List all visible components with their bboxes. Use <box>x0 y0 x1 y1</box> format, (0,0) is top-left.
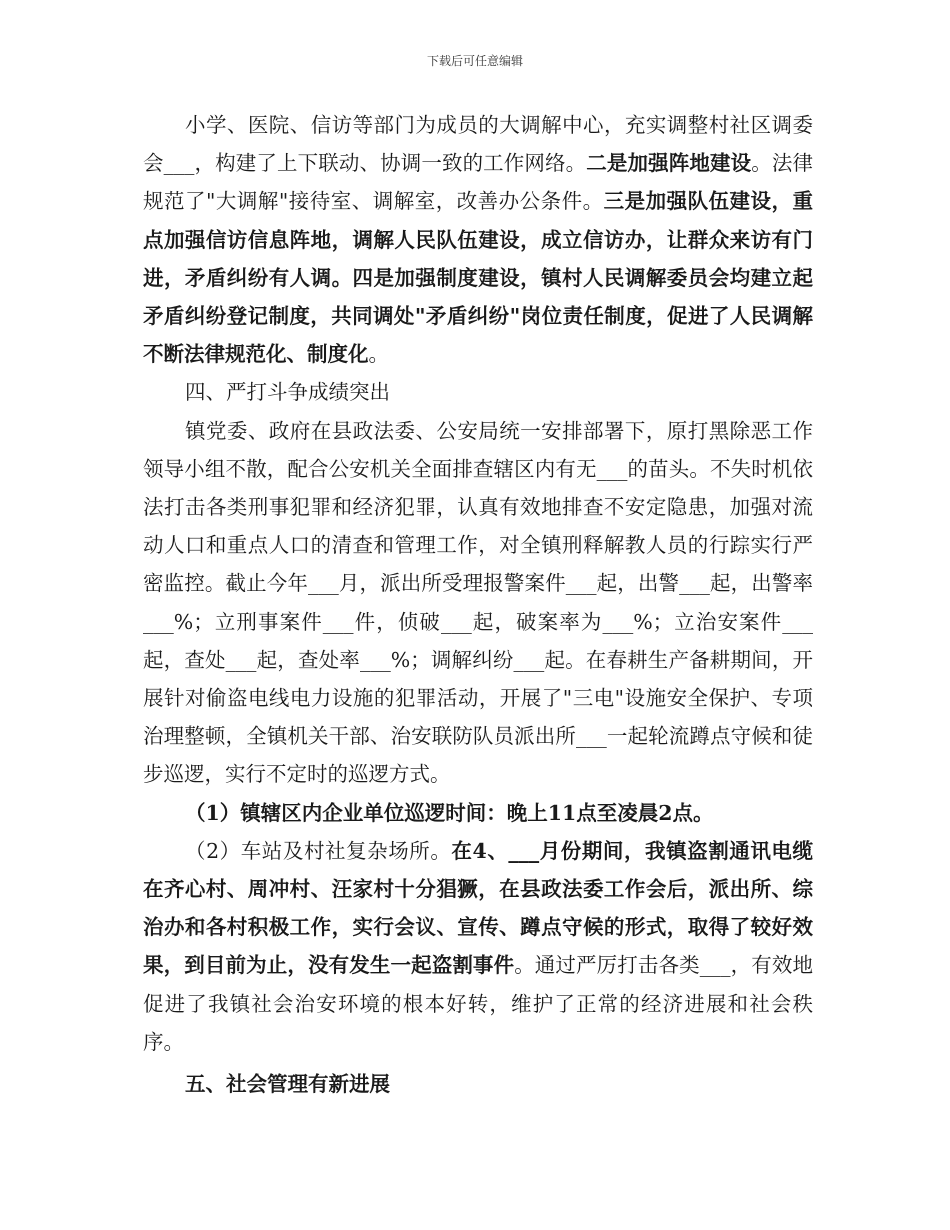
text-run: 小学、医院、信访等部门为成员的大调解中心，充实调整村社区调委会___，构建了上下联动、协调一致的工作网络。 <box>143 113 813 176</box>
text-run-bold: 二是加强阵地建设 <box>586 151 752 176</box>
paragraph-mediation <box>143 106 813 373</box>
text-run-bold: 在4、___月份期间，我镇盗割通讯电缆在齐心村、周冲村、汪家村十分猖獗，在县政法委工作会后，派出所、综治办和各村积极工作，实行会议、宣传、蹲点守候的形式，取得了较好效果，到目前为止，没有发生一起盗割事件 <box>143 838 814 978</box>
text-run-bold: 三是加强队伍建设，重点加强信访信息阵地，调解人民队伍建设，成立信访办，让群众来访有门进，矛盾纠纷有人调。四是加强制度建设，镇村人民调解委员会均建立起矛盾纠纷登记制度，共同调处"矛盾纠纷"岗位责任制度，促进了人民调解不断法律规范化、制度化 <box>143 189 814 367</box>
text-run: 。法律规范了"大调解"接待室、调解室，改善办公条件。 <box>143 151 814 214</box>
paragraph-station-sites <box>143 832 813 1061</box>
text-run: 。 <box>368 342 389 367</box>
section-heading-5: 五、社会管理有新进展 <box>185 1072 390 1097</box>
text-run: 。通过严厉打击各类___，有效地促进了我镇社会治安环境的根本好转，维护了正常的经济进展和社会秩序。 <box>143 953 814 1054</box>
paragraph-patrol-time: （1）镇辖区内企业单位巡逻时间：晚上11点至凌晨2点。 <box>185 800 714 825</box>
section-heading-4: 四、严打斗争成绩突出 <box>185 380 390 405</box>
text-run: （2）车站及村社复杂场所。 <box>185 838 452 863</box>
paragraph-crackdown: 镇党委、政府在县政法委、公安局统一安排部署下，原打黑除恶工作领导小组不散，配合公安机关全面排查辖区内有无___的苗头。不失时机依法打击各类刑事犯罪和经济犯罪，认真有效地排查不安定隐患，加强对流动人口和重点人口的清查和管理工作，对全镇刑释解教人员的行踪实行严密监控。截止今年___月，派出所受理报警案件___起，出警___起，出警率___%；立刑事案件___件，侦破___起，破案率为___%；立治安案件___起，查处___起，查处率___%；调解纠纷___起。在春耕生产备耕期间，开展针对偷盗电线电力设施的犯罪活动，开展了"三电"设施安全保护、专项治理整顿，全镇机关干部、治安联防队员派出所___一起轮流蹲点守候和徒步巡逻，实行不定时的巡逻方式。 <box>143 418 813 787</box>
document-body <box>143 106 813 1103</box>
page-header: 下载后可任意编辑 <box>426 54 523 68</box>
